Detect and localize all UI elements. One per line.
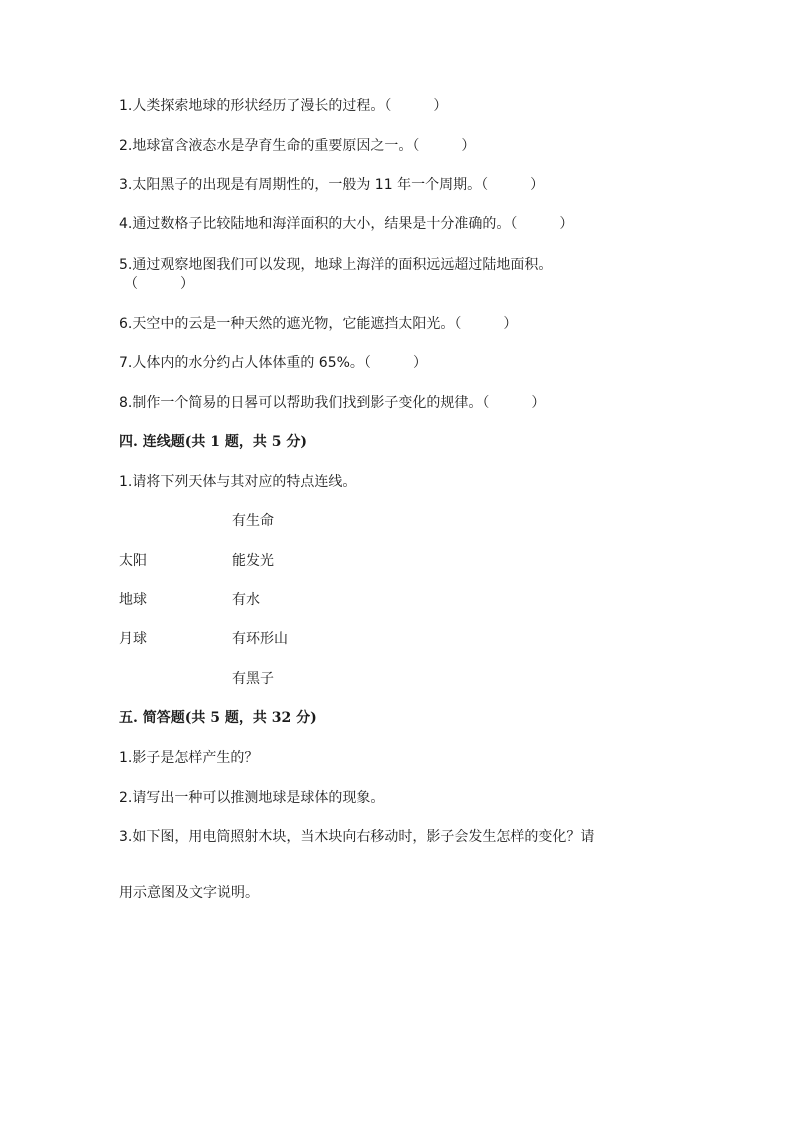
tf-question-8: 8.制作一个简易的日晷可以帮助我们找到影子变化的规律。（ ） [119, 395, 546, 411]
short-answer-3-cont: 用示意图及文字说明。 [119, 885, 259, 901]
short-answer-1: 1.影子是怎样产生的？ [119, 750, 259, 766]
feature-item-3: 有水 [232, 592, 260, 608]
feature-item-4: 有环形山 [232, 631, 288, 647]
tf-question-6: 6.天空中的云是一种天然的遮光物，它能遮挡太阳光。（ ） [119, 316, 518, 332]
tf-question-2: 2.地球富含液态水是孕育生命的重要原因之一。（ ） [119, 138, 476, 154]
body-item-earth: 地球 [119, 592, 147, 608]
tf-question-1: 1.人类探索地球的形状经历了漫长的过程。（ ） [119, 98, 448, 114]
feature-item-5: 有黑子 [232, 671, 274, 687]
body-item-sun: 太阳 [119, 553, 147, 569]
feature-item-2: 能发光 [232, 553, 274, 569]
section-4-title: 四. 连线题(共 1 题，共 5 分) [119, 434, 307, 450]
feature-item-1: 有生命 [232, 513, 274, 529]
tf-question-3: 3.太阳黑子的出现是有周期性的，一般为 11 年一个周期。（ ） [119, 177, 545, 193]
short-answer-2: 2.请写出一种可以推测地球是球体的现象。 [119, 790, 385, 806]
tf-question-4: 4.通过数格子比较陆地和海洋面积的大小，结果是十分准确的。（ ） [119, 216, 574, 232]
matching-question: 1.请将下列天体与其对应的特点连线。 [119, 474, 357, 490]
tf-question-5-blank: （ ） [124, 276, 194, 292]
tf-question-7: 7.人体内的水分约占人体体重的 65%。（ ） [119, 355, 427, 371]
body-item-moon: 月球 [119, 631, 147, 647]
section-5-title: 五. 简答题(共 5 题，共 32 分) [119, 710, 317, 726]
tf-question-5: 5.通过观察地图我们可以发现，地球上海洋的面积远远超过陆地面积。 [119, 257, 553, 273]
short-answer-3: 3.如下图，用电筒照射木块，当木块向右移动时，影子会发生怎样的变化？请 [119, 829, 595, 845]
